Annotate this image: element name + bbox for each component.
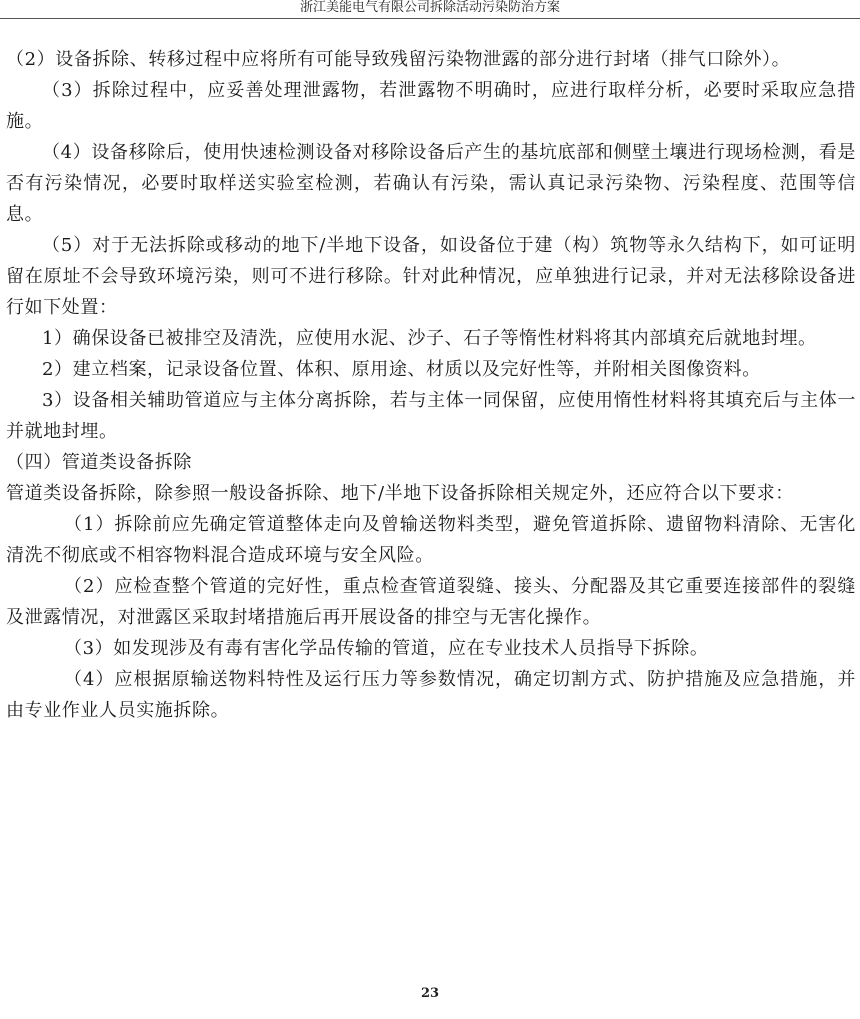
section-heading-pipeline: （四）管道类设备拆除 xyxy=(6,452,192,473)
list-item-build-archive: 2）建立档案，记录设备位置、体积、原用途、材质以及完好性等，并附相关图像资料。 xyxy=(42,359,761,380)
document-title: 浙江美能电气有限公司拆除活动污染防治方案 xyxy=(299,0,560,15)
paragraph-pit-inspection: （4）设备移除后，使用快速检测设备对移除设备后产生的基坑底部和侧壁土壤进行现场检测，看是否有污染情况，必要时取样送实验室检测，若确认有污染，需认真记录污染物、污染程度、范围等信息。 xyxy=(6,142,856,225)
list-item-auxiliary-pipes: 3）设备相关辅助管道应与主体分离拆除，若与主体一同保留，应使用惰性材料将其填充后与主体一并就地封埋。 xyxy=(6,390,856,442)
list-item-toxic-pipeline: （3）如发现涉及有毒有害化学品传输的管道，应在专业技术人员指导下拆除。 xyxy=(64,638,709,659)
document-body xyxy=(6,44,856,726)
page-header xyxy=(0,0,860,19)
paragraph-seal-leak-parts: （2）设备拆除、转移过程中应将所有可能导致残留污染物泄露的部分进行封堵（排气口除外）。 xyxy=(6,49,791,70)
list-item-pipeline-integrity: （2）应检查整个管道的完好性，重点检查管道裂缝、接头、分配器及其它重要连接部件的裂缝及泄露情况，对泄露区采取封堵措施后再开展设备的排空与无害化操作。 xyxy=(6,576,856,628)
paragraph-underground-equipment: （5）对于无法拆除或移动的地下/半地下设备，如设备位于建（构）筑物等永久结构下，如可证明留在原址不会导致环境污染，则可不进行移除。针对此种情况，应单独进行记录，并对无法移除设备进行如下处置： xyxy=(6,235,856,318)
list-item-pipeline-route: （1）拆除前应先确定管道整体走向及曾输送物料类型，避免管道拆除、遗留物料清除、无害化清洗不彻底或不相容物料混合造成环境与安全风险。 xyxy=(6,514,856,566)
page-number: 23 xyxy=(420,986,440,1001)
list-item-cutting-method: （4）应根据原输送物料特性及运行压力等参数情况，确定切割方式、防护措施及应急措施，并由专业作业人员实施拆除。 xyxy=(6,669,856,721)
paragraph-handle-leakage: （3）拆除过程中，应妥善处理泄露物，若泄露物不明确时，应进行取样分析，必要时采取应急措施。 xyxy=(6,80,856,132)
list-item-fill-and-bury: 1）确保设备已被排空及清洗，应使用水泥、沙子、石子等惰性材料将其内部填充后就地封埋。 xyxy=(42,328,817,349)
paragraph-pipeline-intro: 管道类设备拆除，除参照一般设备拆除、地下/半地下设备拆除相关规定外，还应符合以下要求： xyxy=(6,483,794,504)
